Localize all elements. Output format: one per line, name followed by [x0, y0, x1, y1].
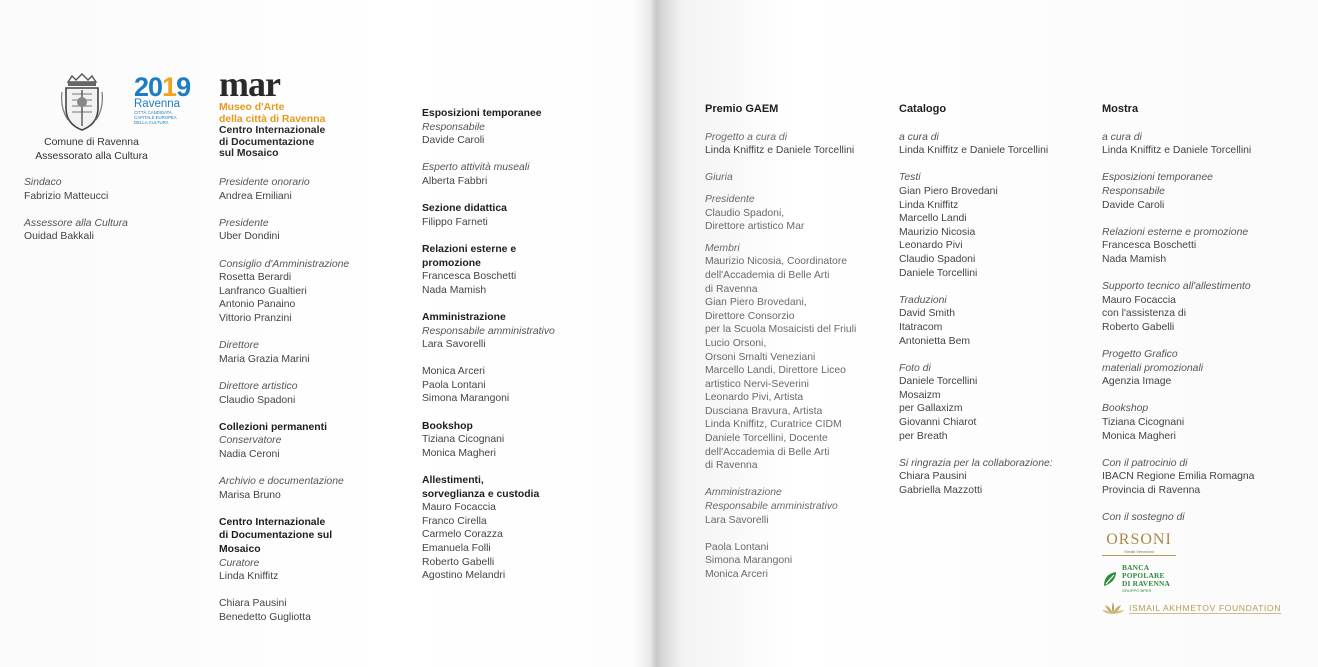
mar-logo: mar Museo d'Arte della città di Ravenna Centro Internazionale di Documentazione sul Mosaico — [219, 64, 326, 160]
section-heading: Sezione didattica — [422, 203, 507, 215]
column-title: Premio GAEM — [705, 103, 779, 115]
section-heading: Centro Internazionale — [219, 516, 326, 528]
section-heading: Collezioni permanenti — [219, 421, 327, 433]
comune-label: Comune di Ravenna Assessorato alla Cultura — [35, 137, 148, 162]
column-mar-staff: Presidente onorario Andrea Emiliani Presidente Uber Dondini Consiglio d'Amministrazione Rosetta Berardi Lanfranco Gualtieri Antonio Panaino Vittorio Pranzini Direttore Maria Grazia Marini Direttore artistico Claudio Spadoni Collezioni permanenti Conservatore Nadia Ceroni Archivio e documentazione Marisa Bruno Centro Internazionale di Documentazione sul Mosaico Curatore Linda Kniffitz Chiara Pausini Benedetto Gugliotta — [219, 176, 389, 638]
akhmetov-foundation-logo: ISMAIL AKHMETOV FOUNDATION — [1102, 601, 1307, 615]
mar-wordmark: mar — [219, 64, 280, 104]
banca-popolare-logo: BANCA POPOLARE DI RAVENNA GRUPPO BPER — [1102, 564, 1307, 594]
bank-leaf-icon — [1102, 570, 1118, 588]
column-mostra: Mostra a cura di Linda Kniffitz e Daniele Torcellini Esposizioni temporanee Responsabile Davide Caroli Relazioni esterne e promozione Francesca Boschetti Nada Mamish Supporto tecnico all'allestimento Mauro Focaccia con l'assistenza di Roberto Gabelli Progetto Grafico materiali promozionali Agenzia Image Bookshop Tiziana Cicognani Monica Magheri Con il patrocinio di IBACN Regione Emilia Romagna Provincia di Ravenna Con il sostegno di ORSONI Smalti Veneziani BANCA POPOLARE DI RAVENNA GRUPPO BPER ISMAIL AKHMETOV FOUNDATION — [1102, 103, 1307, 615]
ravenna-2019-logo: 2019 Ravenna CITTÀ CANDIDATA CAPITALE EUROPEA DELLA CULTURA — [134, 72, 191, 125]
column-title: Mostra — [1102, 103, 1139, 115]
column-comune: Sindaco Fabrizio Matteucci Assessore alla Cultura Ouidad Bakkali — [24, 177, 128, 243]
section-heading: Amministrazione — [422, 311, 506, 323]
coat-of-arms-icon — [60, 72, 104, 132]
column-mar-services: Esposizioni temporanee Responsabile Davide Caroli Esperto attività museali Alberta Fabbri Sezione didattica Filippo Farneti Relazioni esterne e promozione Francesca Boschetti Nada Mamish Amministrazione Responsabile amministrativo Lara Savorelli Monica Arceri Paola Lontani Simona Marangoni Bookshop Tiziana Cicognani Monica Magheri Allestimenti, sorveglianza e custodia Mauro Focaccia Franco Cirella Carmelo Corazza Emanuela Folli Roberto Gabelli Agostino Melandri — [422, 107, 602, 596]
section-heading: Relazioni esterne e — [422, 243, 517, 255]
section-heading: Allestimenti, — [422, 475, 484, 487]
column-premio-gaem: Premio GAEM Progetto a cura di Linda Kniffitz e Daniele Torcellini Giuria Presidente Claudio Spadoni, Direttore artistico Mar Membri Maurizio Nicosia, Coordinatore dell'Accademia di Belle Arti di Ravenna Gian Piero Brovedani, Direttore Consorzio per la Scuola Mosaicisti del Friuli Lucio Orsoni, Orsoni Smalti Veneziani Marcello Landi, Direttore Liceo artistico Nervi-Severini Leonardo Pivi, Artista Dusciana Bravura, Artista Linda Kniffitz, Curatrice CIDM Daniele Torcellini, Docente dell'Accademia di Belle Arti di Ravenna Amministrazione Responsabile amministrativo Lara Savorelli Paola Lontani Simona Marangoni Monica Arceri — [705, 103, 885, 595]
section-heading: Esposizioni temporanee — [422, 108, 542, 119]
lotus-icon — [1102, 601, 1124, 615]
orsoni-logo: ORSONI Smalti Veneziani — [1102, 531, 1176, 556]
column-title: Catalogo — [899, 103, 947, 115]
sponsors-label: Con il sostegno di — [1102, 512, 1185, 524]
section-heading: Bookshop — [422, 420, 473, 432]
column-catalogo: Catalogo a cura di Linda Kniffitz e Daniele Torcellini Testi Gian Piero Brovedani Linda Kniffitz Marcello Landi Maurizio Nicosia Leonardo Pivi Claudio Spadoni Daniele Torcellini Traduzioni David Smith Itatracom Antonietta Bem Foto di Daniele Torcellini Mosaizm per Gallaxizm Giovanni Chiarot per Breath Si ringrazia per la collaborazione: Chiara Pausini Gabriella Mazzotti — [899, 103, 1089, 511]
